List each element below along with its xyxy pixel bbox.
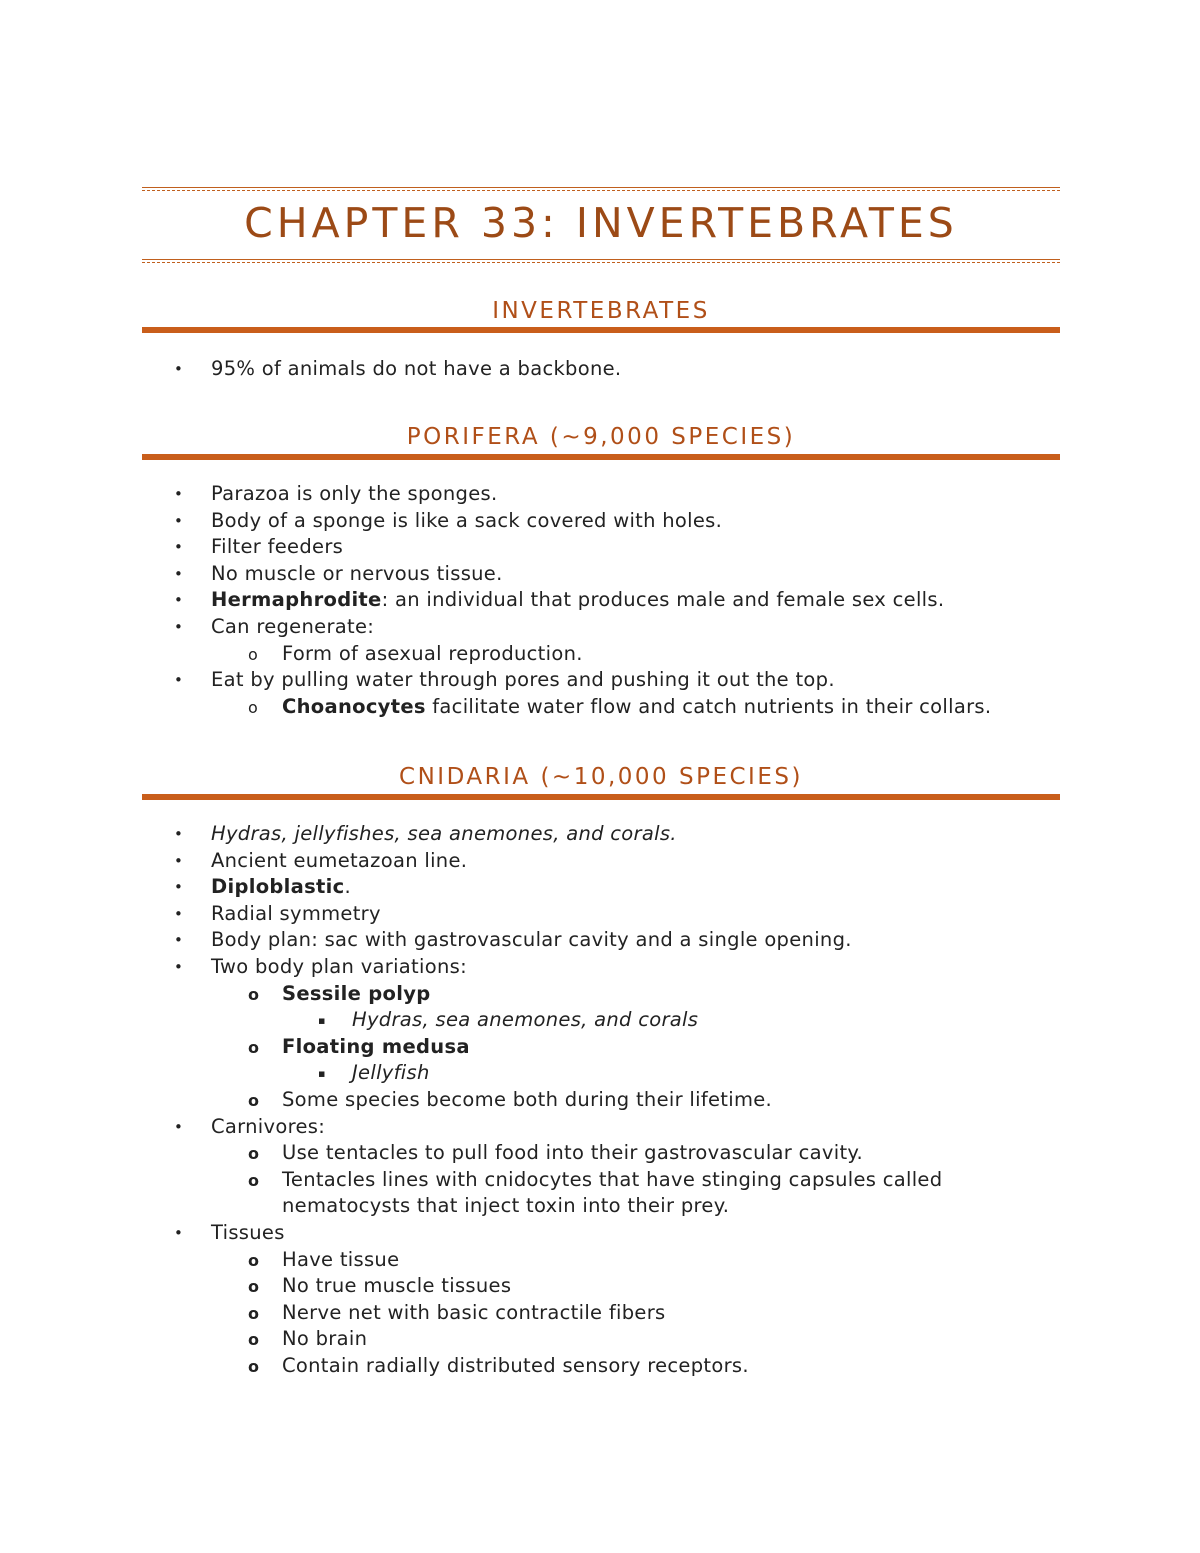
- list-item: o Nerve net with basic contractile fibers: [0, 1300, 1100, 1327]
- list-item: o Sessile polyp: [0, 981, 1100, 1008]
- list-item: • Tissues: [0, 1220, 1100, 1247]
- list-item: o No true muscle tissues: [0, 1273, 1100, 1300]
- bullet-icon: •: [174, 904, 184, 923]
- list-item: • Ancient eumetazoan line.: [0, 848, 1100, 875]
- section-rule: [142, 794, 1060, 800]
- section-rule: [142, 327, 1060, 333]
- bullet-icon: o: [248, 1090, 260, 1110]
- bullet-icon: o: [248, 1170, 260, 1190]
- bullet-icon: •: [174, 851, 184, 870]
- bullet-icon: ▪: [318, 1014, 326, 1028]
- bullet-icon: •: [174, 1117, 184, 1136]
- list-item: • Hermaphrodite: an individual that produces male and female sex cells.: [0, 587, 1100, 614]
- bullet-icon: •: [174, 538, 184, 557]
- list-item: • 95% of animals do not have a backbone.: [0, 356, 1100, 383]
- bullet-icon: o: [248, 1250, 260, 1270]
- title-top-rule: [142, 187, 1060, 191]
- bullet-icon: •: [174, 671, 184, 690]
- list-item: • Filter feeders: [0, 534, 1100, 561]
- list-item: • Eat by pulling water through pores and pushing it out the top.: [0, 667, 1100, 694]
- list-item: o Floating medusa: [0, 1034, 1100, 1061]
- bullet-icon: •: [174, 878, 184, 897]
- bullet-icon: o: [248, 1144, 260, 1164]
- porifera-list: [0, 481, 1100, 720]
- section-heading-cnidaria: CNIDARIA (~10,000 SPECIES): [399, 764, 803, 790]
- bullet-icon: o: [248, 1037, 260, 1057]
- list-item: • Carnivores:: [0, 1114, 1100, 1141]
- chapter-title-block: [142, 187, 1060, 263]
- list-item: • Body plan: sac with gastrovascular cavity and a single opening.: [0, 927, 1100, 954]
- bullet-icon: •: [174, 957, 184, 976]
- list-item: o Have tissue: [0, 1247, 1100, 1274]
- list-item: o Tentacles lines with cnidocytes that have stinging capsules called nematocysts that inject toxin into their prey.: [248, 1167, 943, 1218]
- bullet-icon: o: [248, 1356, 260, 1376]
- bullet-icon: o: [248, 1330, 260, 1350]
- bullet-icon: o: [248, 1277, 260, 1297]
- bullet-icon: •: [174, 617, 184, 636]
- cnidaria-list: [0, 821, 1100, 1379]
- bullet-icon: •: [174, 564, 184, 583]
- bullet-icon: •: [174, 931, 184, 950]
- section-heading-porifera: PORIFERA (~9,000 SPECIES): [406, 424, 796, 450]
- invertebrates-list: [0, 356, 1100, 383]
- bullet-icon: o: [248, 984, 260, 1004]
- section-heading-invertebrates: INVERTEBRATES: [492, 298, 710, 324]
- list-item: o Form of asexual reproduction.: [0, 641, 1100, 668]
- list-item: • No muscle or nervous tissue.: [0, 561, 1100, 588]
- list-item: • Radial symmetry: [0, 901, 1100, 928]
- list-item: ▪ Jellyfish: [0, 1060, 1100, 1087]
- title-bottom-rule: [142, 259, 1060, 263]
- list-item: • Hydras, jellyfishes, sea anemones, and corals.: [0, 821, 1100, 848]
- list-item: • Can regenerate:: [0, 614, 1100, 641]
- list-item: o Some species become both during their lifetime.: [0, 1087, 1100, 1114]
- bullet-icon: ▪: [318, 1067, 326, 1081]
- list-item: o No brain: [0, 1326, 1100, 1353]
- bullet-icon: •: [174, 485, 184, 503]
- bullet-icon: •: [174, 1223, 184, 1242]
- bullet-icon: •: [174, 591, 184, 610]
- bullet-icon: •: [174, 511, 184, 530]
- list-item: • Body of a sponge is like a sack covered with holes.: [0, 508, 1100, 535]
- list-item: o Contain radially distributed sensory receptors.: [0, 1353, 1100, 1380]
- section-rule: [142, 454, 1060, 460]
- bullet-icon: •: [174, 825, 184, 843]
- list-item: o Choanocytes facilitate water flow and catch nutrients in their collars.: [0, 694, 1100, 721]
- bullet-icon: •: [174, 360, 184, 378]
- bullet-icon: o: [248, 1303, 260, 1323]
- bullet-icon: o: [248, 697, 259, 717]
- list-item: • Two body plan variations:: [0, 954, 1100, 981]
- list-item: • Diploblastic.: [0, 874, 1100, 901]
- list-item: • Parazoa is only the sponges.: [0, 481, 1100, 508]
- chapter-title: CHAPTER 33: INVERTEBRATES: [244, 199, 958, 247]
- bullet-icon: o: [248, 644, 259, 664]
- list-item: o Use tentacles to pull food into their gastrovascular cavity.: [0, 1140, 1100, 1167]
- list-item: ▪ Hydras, sea anemones, and corals: [0, 1007, 1100, 1034]
